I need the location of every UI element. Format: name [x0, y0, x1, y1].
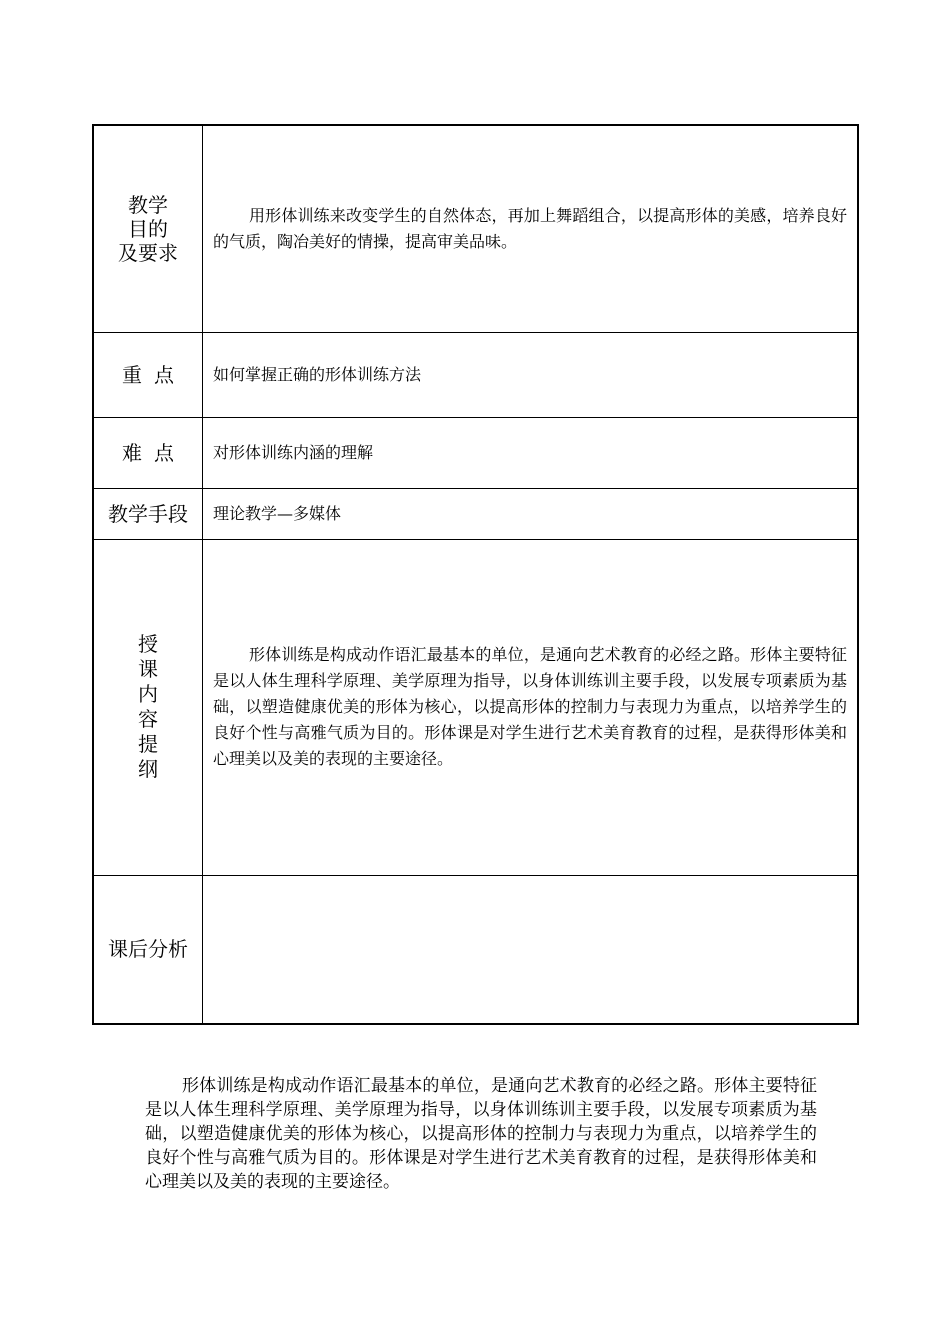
label-line: 课后分析 [108, 937, 188, 962]
label-line: 内 [138, 682, 158, 706]
lesson-plan-table [92, 124, 859, 1025]
label-line: 纲 [138, 757, 158, 781]
content-difficulty [203, 417, 859, 488]
label-line: 提 [138, 732, 158, 756]
label-line: 重点 [122, 362, 186, 387]
label-purpose [93, 125, 203, 332]
table-row-teaching-means [93, 488, 858, 539]
label-key-point [93, 332, 203, 417]
label-line: 课 [138, 657, 158, 681]
teaching-means-text: 理论教学—多媒体 [213, 503, 342, 523]
label-line: 容 [138, 707, 158, 731]
label-teaching-means [93, 488, 203, 539]
label-post-class-analysis [93, 875, 203, 1024]
content-post-class-analysis [203, 875, 859, 1024]
body-paragraph: 形体训练是构成动作语汇最基本的单位，是通向艺术教育的必经之路。形体主要特征是以人体生理科学原理、美学原理为指导，以身体训练训主要手段，以发展专项素质为基础，以塑造健康优美的形体为核心，以提高形体的控制力与表现力为重点，以培养学生的良好个性与高雅气质为目的。形体课是对学生进行艺术美育教育的过程，是获得形体美和心理美以及美的表现的主要途径。 [145, 1076, 817, 1192]
difficulty-text: 对形体训练内涵的理解 [213, 442, 374, 462]
table-row-outline [93, 539, 858, 875]
table-row-purpose [93, 125, 858, 332]
table-row-key-point [93, 332, 858, 417]
table-row-difficulty [93, 417, 858, 488]
label-line: 教学 [128, 192, 168, 217]
label-line: 难点 [122, 440, 186, 465]
label-line: 教学手段 [108, 501, 188, 526]
content-key-point [203, 332, 859, 417]
label-difficulty [93, 417, 203, 488]
key-point-text: 如何掌握正确的形体训练方法 [213, 364, 422, 384]
content-outline [203, 539, 859, 875]
outline-text: 形体训练是构成动作语汇最基本的单位，是通向艺术教育的必经之路。形体主要特征是以人体生理科学原理、美学原理为指导，以身体训练训主要手段，以发展专项素质为基础，以塑造健康优美的形体为核心，以提高形体的控制力与表现力为重点，以培养学生的良好个性与高雅气质为目的。形体课是对学生进行艺术美育教育的过程，是获得形体美和心理美以及美的表现的主要途径。 [213, 645, 847, 768]
purpose-text: 用形体训练来改变学生的自然体态，再加上舞蹈组合，以提高形体的美感，培养良好的气质，陶冶美好的情操，提高审美品味。 [213, 205, 847, 251]
label-line: 目的 [128, 216, 168, 241]
table-row-post-class-analysis [93, 875, 858, 1024]
content-purpose [203, 125, 859, 332]
label-outline [93, 539, 203, 875]
content-teaching-means [203, 488, 859, 539]
label-line: 授 [138, 632, 158, 656]
label-line: 及要求 [118, 240, 178, 265]
